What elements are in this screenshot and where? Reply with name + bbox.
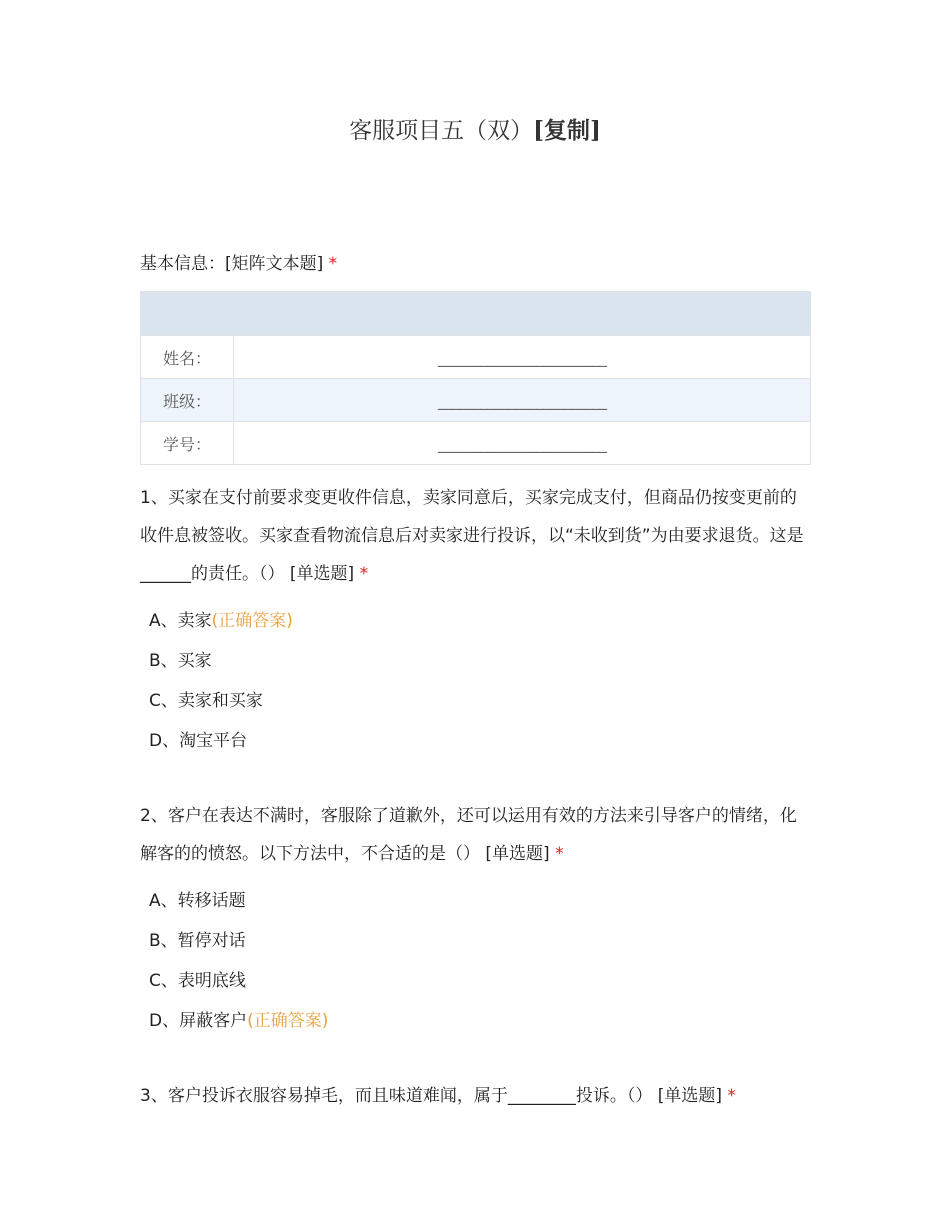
class-field[interactable]: ________________________	[234, 379, 811, 422]
student-id-label: 学号：	[141, 422, 234, 465]
required-mark: *	[328, 254, 338, 274]
basic-info-section	[140, 245, 811, 465]
question-3-text: 3、客户投诉衣服容易掉毛，而且味道难闻，属于________投诉。（） [单选题] *	[140, 1086, 736, 1106]
class-label: 班级：	[141, 379, 234, 422]
page-title-main: 客服项目五（双）	[349, 118, 534, 144]
required-mark: *	[359, 564, 369, 584]
question-1-text: 1、买家在支付前要求变更收件信息，卖家同意后，买家完成支付，但商品仍按变更前的收件息被签收。买家查看物流信息后对卖家进行投诉，以“未收到货”为由要求退货。这是______的责任。（） [单选题] *	[140, 488, 804, 584]
basic-info-table	[140, 291, 811, 465]
option-c[interactable]: C、卖家和买家	[149, 691, 263, 711]
required-mark: *	[555, 844, 564, 864]
page-title-suffix: [复制]	[533, 117, 601, 144]
question-1	[140, 479, 811, 761]
option-a[interactable]: A、转移话题	[149, 891, 246, 911]
option-d[interactable]: D、屏蔽客户(正确答案)	[149, 1011, 329, 1031]
student-id-field[interactable]: ________________________	[234, 422, 811, 465]
question-2-options	[140, 881, 811, 1041]
basic-info-header: 基本信息：[矩阵文本题] *	[140, 254, 338, 274]
question-type: [单选题]	[289, 564, 355, 584]
table-header-row	[141, 292, 811, 336]
correct-answer-label: (正确答案)	[211, 611, 293, 631]
name-field[interactable]: ________________________	[234, 336, 811, 379]
option-c[interactable]: C、表明底线	[149, 971, 246, 991]
page-title	[0, 112, 950, 145]
table-row	[141, 379, 811, 422]
question-type: [单选题]	[657, 1086, 722, 1106]
table-row	[141, 336, 811, 379]
required-mark: *	[727, 1086, 736, 1106]
name-label: 姓名：	[141, 336, 234, 379]
correct-answer-label: (正确答案)	[247, 1011, 329, 1031]
question-2-text: 2、客户在表达不满时，客服除了道歉外，还可以运用有效的方法来引导客户的情绪，化解客的的愤怒。以下方法中，不合适的是（） [单选题] *	[140, 806, 797, 864]
question-3	[140, 1077, 811, 1115]
question-type: [单选题]	[485, 844, 550, 864]
option-a[interactable]: A、卖家(正确答案)	[149, 611, 293, 631]
question-2	[140, 797, 811, 1041]
question-1-options	[140, 601, 811, 761]
table-row	[141, 422, 811, 465]
option-b[interactable]: B、暂停对话	[149, 931, 246, 951]
option-d[interactable]: D、淘宝平台	[149, 731, 248, 751]
option-b[interactable]: B、买家	[149, 651, 212, 671]
